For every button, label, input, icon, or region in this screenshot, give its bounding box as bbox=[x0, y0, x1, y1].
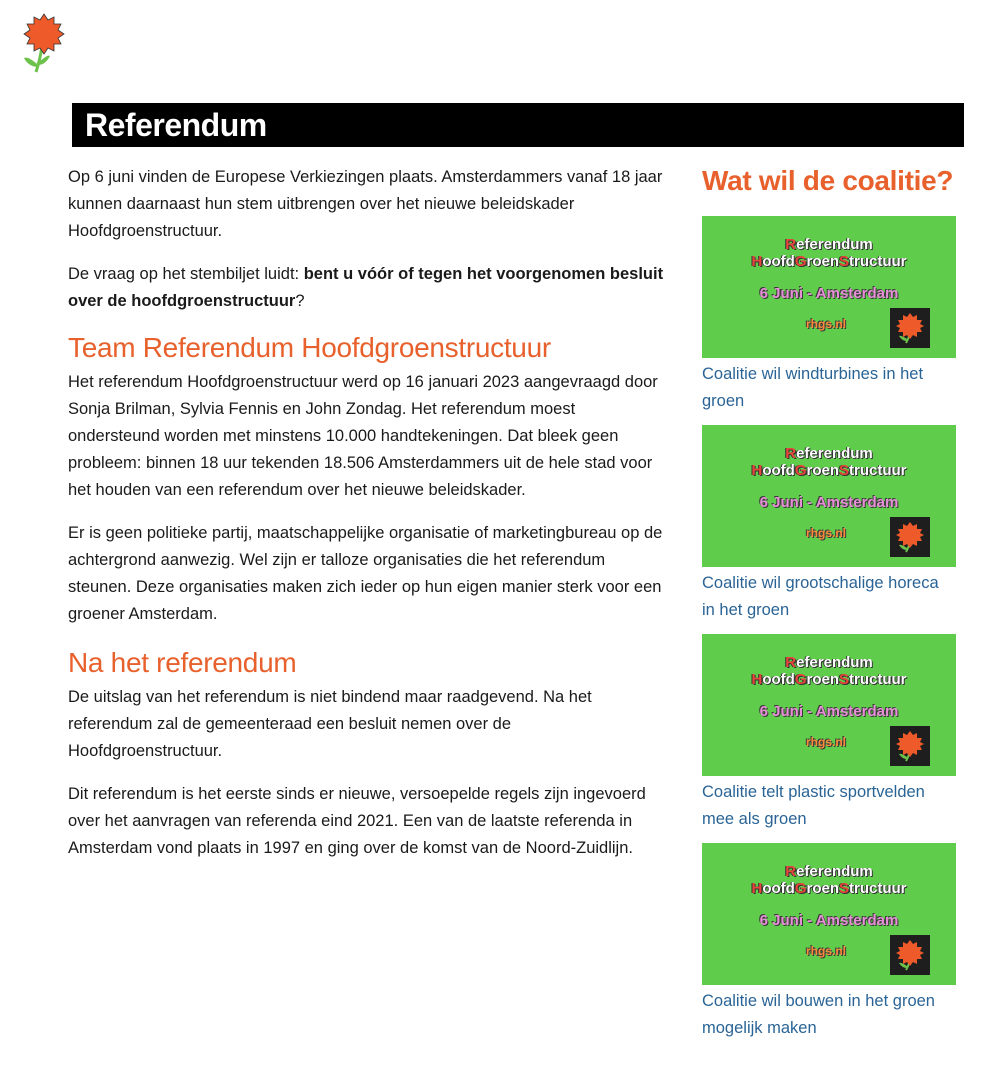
banner-line1-initial: R bbox=[785, 863, 797, 880]
banner-line2-p4: S bbox=[839, 253, 850, 270]
banner-url: rhgs.nl bbox=[806, 944, 847, 958]
banner-line2-p4: S bbox=[839, 462, 850, 479]
banner-line2-p3: roen bbox=[806, 253, 839, 270]
page-title: Referendum bbox=[72, 103, 964, 147]
intro-paragraph: Op 6 juni vinden de Europese Verkiezingen plaats. Amsterdammers vanaf 18 jaar kunnen daarnaast hun stem uitbrengen over het nieuwe beleidskader Hoofdgroenstructuur. bbox=[68, 168, 663, 240]
banner-line2-p0: H bbox=[751, 880, 763, 897]
flower-icon bbox=[892, 728, 928, 764]
flower-icon bbox=[892, 310, 928, 346]
card-label[interactable]: Coalitie wil grootschalige horeca in het groen bbox=[702, 574, 939, 619]
banner-line1 bbox=[785, 654, 873, 671]
card-label[interactable]: Coalitie wil bouwen in het groen mogelijk maken bbox=[702, 992, 935, 1037]
question-suffix: ? bbox=[295, 292, 305, 310]
banner-line2-p1: oofd bbox=[762, 671, 795, 688]
banner-url: rhgs.nl bbox=[806, 526, 847, 540]
banner-line2-p1: oofd bbox=[762, 462, 795, 479]
banner-line2-p5: tructuur bbox=[849, 880, 907, 897]
banner-line1-rest: eferendum bbox=[796, 863, 873, 880]
flower-icon bbox=[892, 519, 928, 555]
card-label[interactable]: Coalitie telt plastic sportvelden mee als groen bbox=[702, 783, 925, 828]
team-paragraph-2: Er is geen politieke partij, maatschappelijke organisatie of marketingbureau op de achtergrond aanwezig. Wel zijn er talloze organisaties die het referendum steunen. Deze organisaties maken zich ieder op hun eigen manier sterk voor een groener Amsterdam. bbox=[68, 524, 663, 623]
banner-line1-rest: eferendum bbox=[796, 445, 873, 462]
referendum-banner-image[interactable] bbox=[702, 634, 956, 776]
banner-line2 bbox=[751, 462, 906, 479]
after-paragraph-1: De uitslag van het referendum is niet bindend maar raadgevend. Na het referendum zal de gemeenteraad een besluit nemen over de Hoofdgroenstructuur. bbox=[68, 688, 592, 760]
flower-icon bbox=[892, 937, 928, 973]
referendum-banner-image[interactable] bbox=[702, 425, 956, 567]
banner-line2-p0: H bbox=[751, 462, 763, 479]
section-heading-after: Na het referendum bbox=[68, 647, 297, 678]
referendum-banner-image[interactable] bbox=[702, 216, 956, 358]
banner-line2-p3: roen bbox=[806, 671, 839, 688]
banner-line1-initial: R bbox=[785, 236, 797, 253]
banner-line2-p4: S bbox=[839, 880, 850, 897]
banner-line2-p0: H bbox=[751, 671, 763, 688]
banner-date: 6 Juni - Amsterdam bbox=[759, 703, 899, 720]
banner-date: 6 Juni - Amsterdam bbox=[759, 912, 899, 929]
banner-line2-p1: oofd bbox=[762, 880, 795, 897]
banner-line2 bbox=[751, 671, 906, 688]
banner-line2-p2: G bbox=[794, 462, 807, 479]
question-paragraph bbox=[68, 261, 668, 315]
banner-line1 bbox=[785, 236, 873, 253]
banner-line2-p3: roen bbox=[806, 462, 839, 479]
sidebar bbox=[702, 164, 956, 1052]
site-logo[interactable] bbox=[20, 12, 68, 76]
main-content bbox=[68, 164, 668, 878]
banner-line1-initial: R bbox=[785, 654, 797, 671]
banner-line2-p2: G bbox=[794, 671, 807, 688]
banner-line1-initial: R bbox=[785, 445, 797, 462]
banner-line2-p1: oofd bbox=[762, 253, 795, 270]
banner-line2-p3: roen bbox=[806, 880, 839, 897]
banner-date: 6 Juni - Amsterdam bbox=[759, 494, 899, 511]
flower-icon bbox=[20, 12, 68, 76]
after-paragraph-2: Dit referendum is het eerste sinds er nieuwe, versoepelde regels zijn ingevoerd over het aanvragen van referenda eind 2021. Een van de laatste referenda in Amsterdam vond plaats in 1997 en ging over de komst van de Noord-Zuidlijn. bbox=[68, 785, 646, 857]
coalition-card-1[interactable] bbox=[702, 216, 956, 415]
banner-date: 6 Juni - Amsterdam bbox=[759, 285, 899, 302]
coalition-card-2[interactable] bbox=[702, 425, 956, 624]
coalition-card-3[interactable] bbox=[702, 634, 956, 833]
banner-line2-p4: S bbox=[839, 671, 850, 688]
sidebar-cards bbox=[702, 216, 956, 1042]
banner-title bbox=[702, 236, 956, 270]
section-heading-team: Team Referendum Hoofdgroenstructuur bbox=[68, 332, 551, 363]
banner-line1-rest: eferendum bbox=[796, 236, 873, 253]
banner-flower-box bbox=[890, 517, 930, 557]
banner-line2-p5: tructuur bbox=[849, 253, 907, 270]
banner-line2-p5: tructuur bbox=[849, 462, 907, 479]
banner-line1-rest: eferendum bbox=[796, 654, 873, 671]
banner-url: rhgs.nl bbox=[806, 735, 847, 749]
banner-line1 bbox=[785, 445, 873, 462]
banner-url: rhgs.nl bbox=[806, 317, 847, 331]
card-label[interactable]: Coalitie wil windturbines in het groen bbox=[702, 365, 924, 410]
banner-line2-p0: H bbox=[751, 253, 763, 270]
banner-title bbox=[702, 863, 956, 897]
banner-line2-p2: G bbox=[794, 880, 807, 897]
banner-line2 bbox=[751, 880, 906, 897]
coalition-card-4[interactable] bbox=[702, 843, 956, 1042]
team-paragraph-1: Het referendum Hoofdgroenstructuur werd op 16 januari 2023 aangevraagd door Sonja Brilman, Sylvia Fennis en John Zondag. Het referendum moest ondersteund worden met minstens 10.000 handtekeningen. Dat bleek geen probleem: binnen 18 uur tekenden 18.506 Amsterdammers uit de hele stad voor het houden van een referendum over het nieuwe beleidskader. bbox=[68, 373, 658, 499]
banner-line2 bbox=[751, 253, 906, 270]
banner-line2-p2: G bbox=[794, 253, 807, 270]
question-bold: bent u vóór of tegen het voorgenomen besluit over de hoofdgroenstructuur bbox=[68, 265, 664, 310]
banner-title bbox=[702, 654, 956, 688]
sidebar-heading: Wat wil de coalitie? bbox=[702, 165, 954, 196]
banner-flower-box bbox=[890, 308, 930, 348]
banner-line1 bbox=[785, 863, 873, 880]
banner-flower-box bbox=[890, 935, 930, 975]
banner-flower-box bbox=[890, 726, 930, 766]
banner-title bbox=[702, 445, 956, 479]
referendum-banner-image[interactable] bbox=[702, 843, 956, 985]
question-prefix: De vraag op het stembiljet luidt: bbox=[68, 265, 304, 283]
banner-line2-p5: tructuur bbox=[849, 671, 907, 688]
